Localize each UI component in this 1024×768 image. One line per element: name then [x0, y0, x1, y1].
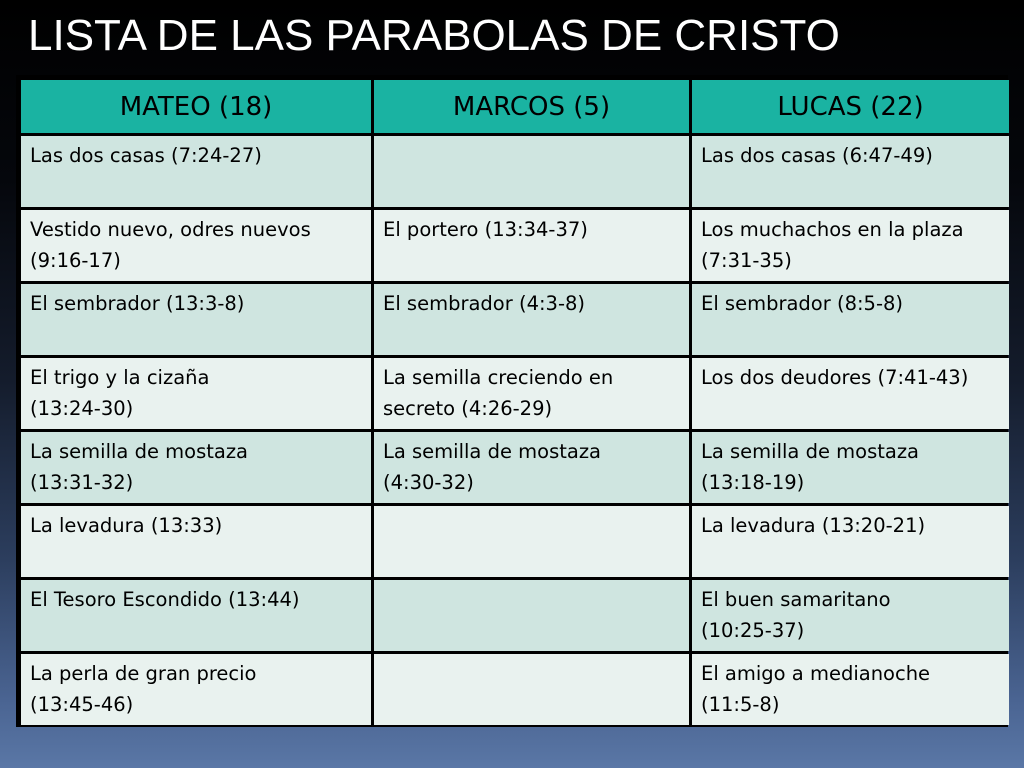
cell-mateo: La levadura (13:33) — [21, 506, 371, 577]
cell-mateo: Vestido nuevo, odres nuevos (9:16-17) — [21, 210, 371, 281]
cell-mateo: La semilla de mostaza (13:31-32) — [21, 432, 371, 503]
cell-lucas: Los dos deudores (7:41-43) — [692, 358, 1009, 429]
cell-lucas: La semilla de mostaza (13:18-19) — [692, 432, 1009, 503]
cell-mateo: El trigo y la cizaña (13:24-30) — [21, 358, 371, 429]
table-header-row — [21, 80, 1009, 133]
table-row — [21, 210, 1009, 281]
parables-table-frame — [16, 75, 1008, 727]
table-row — [21, 654, 1009, 725]
cell-mateo: El Tesoro Escondido (13:44) — [21, 580, 371, 651]
cell-mateo: El sembrador (13:3-8) — [21, 284, 371, 355]
cell-lucas: El amigo a medianoche (11:5-8) — [692, 654, 1009, 725]
header-mateo: MATEO (18) — [21, 80, 371, 133]
table-row — [21, 580, 1009, 651]
cell-marcos: La semilla de mostaza (4:30-32) — [374, 432, 689, 503]
cell-lucas: Las dos casas (6:47-49) — [692, 136, 1009, 207]
cell-marcos — [374, 580, 689, 651]
table-row — [21, 136, 1009, 207]
cell-marcos — [374, 136, 689, 207]
header-lucas: LUCAS (22) — [692, 80, 1009, 133]
cell-lucas: Los muchachos en la plaza (7:31-35) — [692, 210, 1009, 281]
cell-marcos — [374, 654, 689, 725]
table-row — [21, 506, 1009, 577]
slide-title: LISTA DE LAS PARABOLAS DE CRISTO — [28, 11, 840, 60]
table-row — [21, 358, 1009, 429]
cell-mateo: Las dos casas (7:24-27) — [21, 136, 371, 207]
cell-mateo: La perla de gran precio (13:45-46) — [21, 654, 371, 725]
cell-marcos: El portero (13:34-37) — [374, 210, 689, 281]
table-row — [21, 432, 1009, 503]
cell-marcos: El sembrador (4:3-8) — [374, 284, 689, 355]
cell-lucas: La levadura (13:20-21) — [692, 506, 1009, 577]
parables-table — [18, 77, 1012, 728]
cell-lucas: El sembrador (8:5-8) — [692, 284, 1009, 355]
cell-marcos — [374, 506, 689, 577]
cell-marcos: La semilla creciendo en secreto (4:26-29) — [374, 358, 689, 429]
cell-lucas: El buen samaritano (10:25-37) — [692, 580, 1009, 651]
table-row — [21, 284, 1009, 355]
header-marcos: MARCOS (5) — [374, 80, 689, 133]
